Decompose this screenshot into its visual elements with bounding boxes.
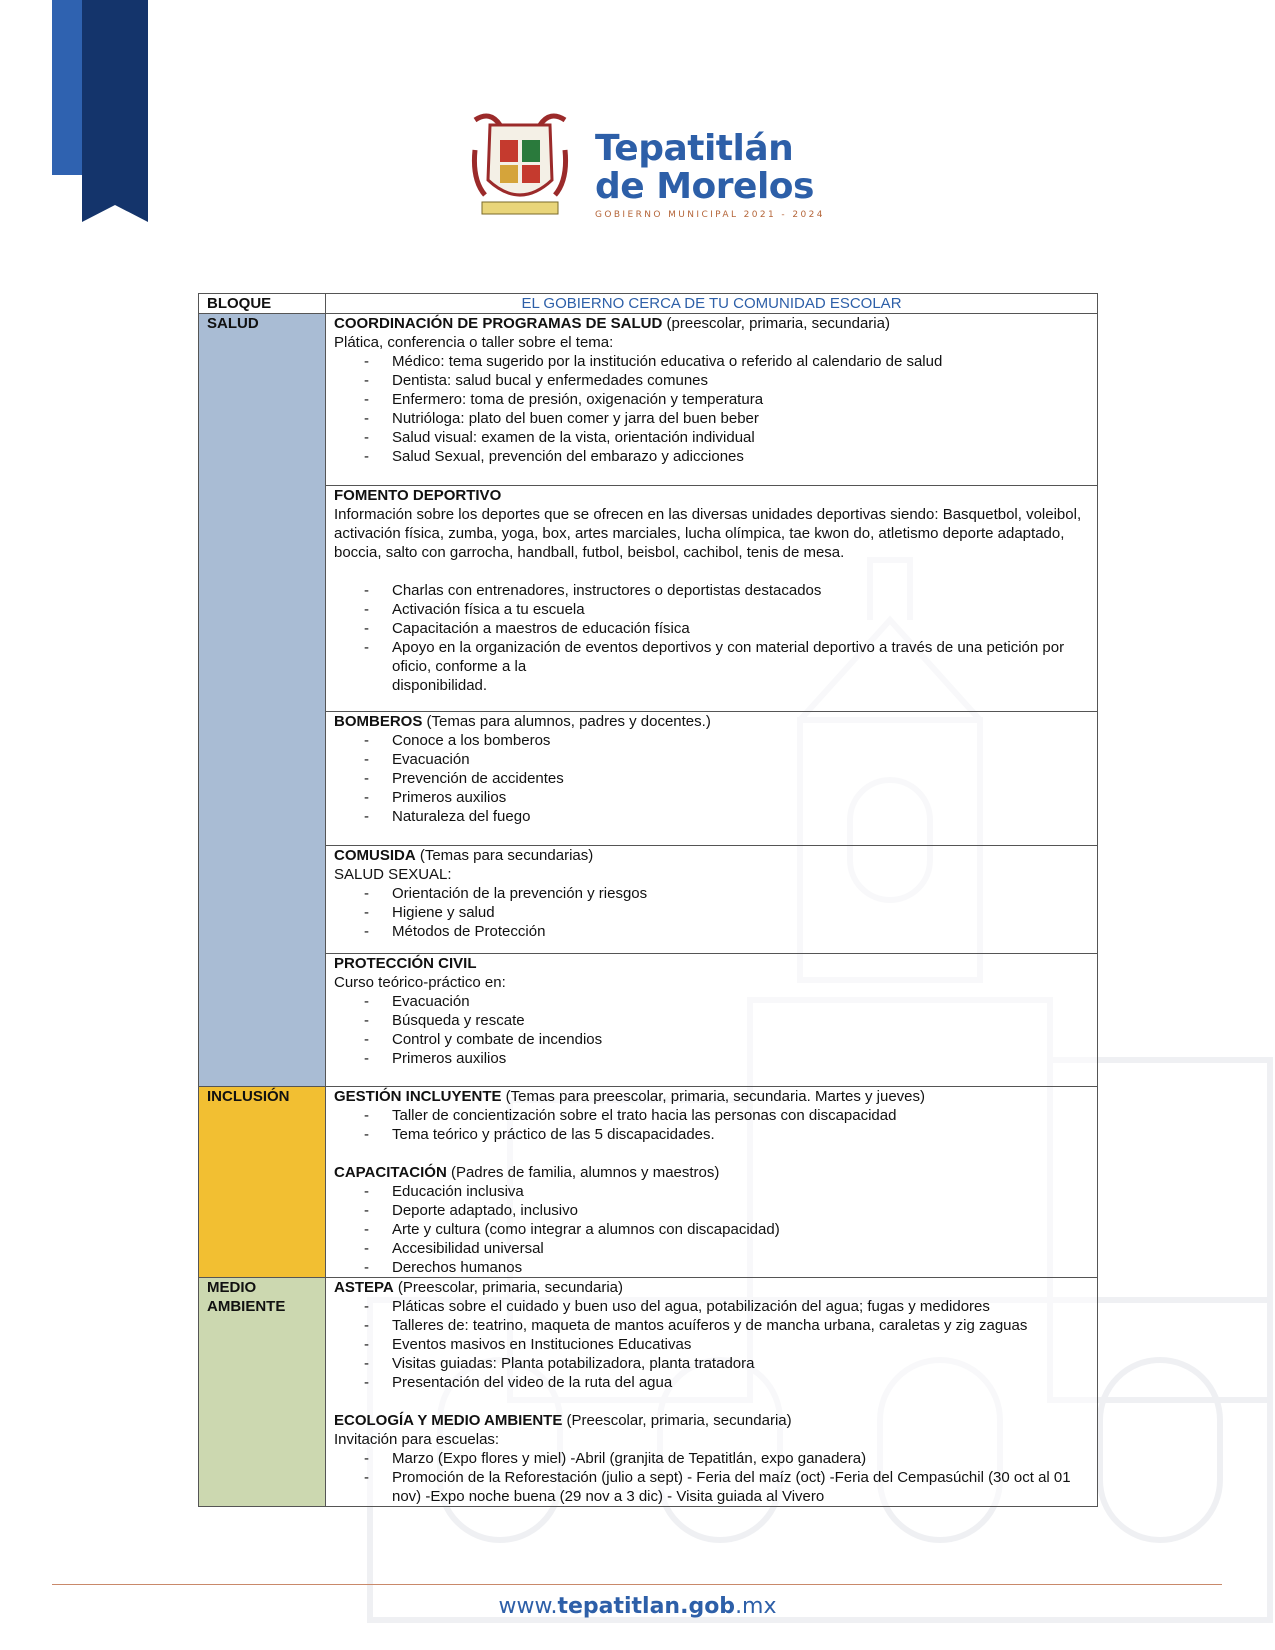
section-title: ASTEPA — [334, 1279, 394, 1296]
url-prefix: www. — [498, 1594, 558, 1619]
list-item: - Prevención de accidentes — [354, 769, 1089, 788]
list-item: - Apoyo en la organización de eventos deportivos y con material deportivo a través de una petición por oficio, conforme a la — [354, 638, 1089, 676]
list-item: - Nutrióloga: plato del buen comer y jarra del buen beber — [354, 409, 1089, 428]
bloque-medio-ambiente — [199, 1278, 326, 1507]
section-medio-ambiente — [326, 1278, 1098, 1507]
section-title: CAPACITACIÓN — [334, 1164, 447, 1181]
list-item: - Dentista: salud bucal y enfermedades comunes — [354, 371, 1089, 390]
footer-divider — [52, 1584, 1222, 1585]
section-intro: SALUD SEXUAL: — [334, 866, 452, 883]
bloque-inclusion: INCLUSIÓN — [199, 1087, 326, 1278]
list-item: - Accesibilidad universal — [354, 1239, 1089, 1258]
list-item: - Control y combate de incendios — [354, 1030, 1089, 1049]
program-table — [198, 293, 1098, 1507]
section-inclusion — [326, 1087, 1098, 1278]
list-item: - Higiene y salud — [354, 903, 1089, 922]
list-item: - Derechos humanos — [354, 1258, 1089, 1277]
municipal-logo — [470, 100, 830, 240]
list-item: - Evacuación — [354, 992, 1089, 1011]
list-item: - Búsqueda y rescate — [354, 1011, 1089, 1030]
list-item: - Taller de concientización sobre el trato hacia las personas con discapacidad — [354, 1106, 1089, 1125]
bloque-salud: SALUD — [199, 314, 326, 1087]
list-item: - Educación inclusiva — [354, 1182, 1089, 1201]
coat-of-arms-icon — [470, 110, 570, 230]
header-title: EL GOBIERNO CERCA DE TU COMUNIDAD ESCOLAR — [326, 294, 1098, 314]
list-item: - Activación física a tu escuela — [354, 600, 1089, 619]
list-item: - Médico: tema sugerido por la institución educativa o referido al calendario de salud — [354, 352, 1089, 371]
list-item: - Tema teórico y práctico de las 5 discapacidades. — [354, 1125, 1089, 1144]
list-item: - Arte y cultura (como integrar a alumnos con discapacidad) — [354, 1220, 1089, 1239]
section-note: (Padres de familia, alumnos y maestros) — [446, 1164, 720, 1181]
table-row — [199, 846, 1098, 954]
section-intro: Información sobre los deportes que se ofrecen en las diversas unidades deportivas siendo: Basquetbol, voleibol, activación física, zumba, yoga, box, artes marciales, lucha olímpica, tae kwon do, atletismo deporte adaptado, boccia, salto con garrocha, handball, futbol, beisbol, cachibol, tenis de mesa. — [334, 506, 1082, 561]
section-note: (preescolar, primaria, secundaria) — [662, 315, 890, 332]
logo-title-line1: Tepatitlán — [595, 128, 794, 169]
section-fomento — [326, 486, 1098, 712]
table-header-row — [199, 294, 1098, 314]
table-row — [199, 954, 1098, 1087]
list-item: - Orientación de la prevención y riesgos — [354, 884, 1089, 903]
table-row — [199, 1278, 1098, 1507]
list-item: - Eventos masivos en Instituciones Educativas — [354, 1335, 1089, 1354]
section-title: COORDINACIÓN DE PROGRAMAS DE SALUD — [334, 315, 663, 332]
list-item: - Pláticas sobre el cuidado y buen uso del agua, potabilización del agua; fugas y medidores — [354, 1297, 1089, 1316]
table-row — [199, 314, 1098, 486]
list-item: - Marzo (Expo flores y miel) -Abril (granjita de Tepatitlán, expo ganadera) — [354, 1449, 1089, 1468]
list-item: - Enfermero: toma de presión, oxigenación y temperatura — [354, 390, 1089, 409]
section-intro: Invitación para escuelas: — [334, 1431, 500, 1448]
footer-website-link[interactable] — [0, 1594, 1275, 1619]
table-row — [199, 486, 1098, 712]
list-item: - Promoción de la Reforestación (julio a sept) - Feria del maíz (oct) -Feria del Cempasúchil (30 oct al 01 nov) -Expo noche buena (29 nov a 3 dic) - Visita guiada al Vivero — [354, 1468, 1089, 1506]
list-item: - Capacitación a maestros de educación física — [354, 619, 1089, 638]
list-item: - Salud visual: examen de la vista, orientación individual — [354, 428, 1089, 447]
ribbon-bookmark — [52, 0, 148, 222]
list-item: - Métodos de Protección — [354, 922, 1089, 941]
list-item: - Talleres de: teatrino, maqueta de mantos acuíferos y de mancha urbana, caraletas y zig zaguas — [354, 1316, 1089, 1335]
table-row — [199, 712, 1098, 846]
list-item: - Salud Sexual, prevención del embarazo y adicciones — [354, 447, 1089, 466]
list-item-continuation: disponibilidad. — [392, 677, 488, 694]
section-note: (Temas para preescolar, primaria, secundaria. Martes y jueves) — [501, 1088, 926, 1105]
bloque-label-line: MEDIO — [207, 1279, 257, 1296]
list-item: - Charlas con entrenadores, instructores o deportistas destacados — [354, 581, 1089, 600]
bloque-label-line: AMBIENTE — [207, 1298, 286, 1315]
list-item: - Evacuación — [354, 750, 1089, 769]
section-coordinacion — [326, 314, 1098, 486]
url-suffix: .mx — [735, 1594, 777, 1619]
section-title: GESTIÓN INCLUYENTE — [334, 1088, 502, 1105]
section-title: PROTECCIÓN CIVIL — [334, 955, 477, 972]
section-title: ECOLOGÍA Y MEDIO AMBIENTE — [334, 1412, 563, 1429]
section-intro: Plática, conferencia o taller sobre el tema: — [334, 334, 614, 351]
section-proteccion — [326, 954, 1098, 1087]
list-item: - Visitas guiadas: Planta potabilizadora, planta tratadora — [354, 1354, 1089, 1373]
section-intro: Curso teórico-práctico en: — [334, 974, 506, 991]
header-bloque: BLOQUE — [199, 294, 326, 314]
list-item: - Deporte adaptado, inclusivo — [354, 1201, 1089, 1220]
section-bomberos — [326, 712, 1098, 846]
section-comusida — [326, 846, 1098, 954]
section-title: COMUSIDA — [334, 847, 416, 864]
section-note: (Preescolar, primaria, secundaria) — [562, 1412, 792, 1429]
section-title: BOMBEROS — [334, 713, 423, 730]
logo-subtitle: GOBIERNO MUNICIPAL 2021 - 2024 — [595, 210, 825, 220]
list-item: - Primeros auxilios — [354, 1049, 1089, 1068]
list-item: - Primeros auxilios — [354, 788, 1089, 807]
section-note: (Temas para secundarias) — [415, 847, 594, 864]
list-item: - Presentación del video de la ruta del agua — [354, 1373, 1089, 1392]
section-note: (Temas para alumnos, padres y docentes.) — [422, 713, 711, 730]
table-row — [199, 1087, 1098, 1278]
list-item: - Conoce a los bomberos — [354, 731, 1089, 750]
list-item: - Naturaleza del fuego — [354, 807, 1089, 826]
section-title: FOMENTO DEPORTIVO — [334, 487, 502, 504]
logo-title-line2: de Morelos — [595, 166, 814, 207]
section-note: (Preescolar, primaria, secundaria) — [393, 1279, 623, 1296]
url-domain: tepatitlan.gob — [557, 1594, 736, 1619]
